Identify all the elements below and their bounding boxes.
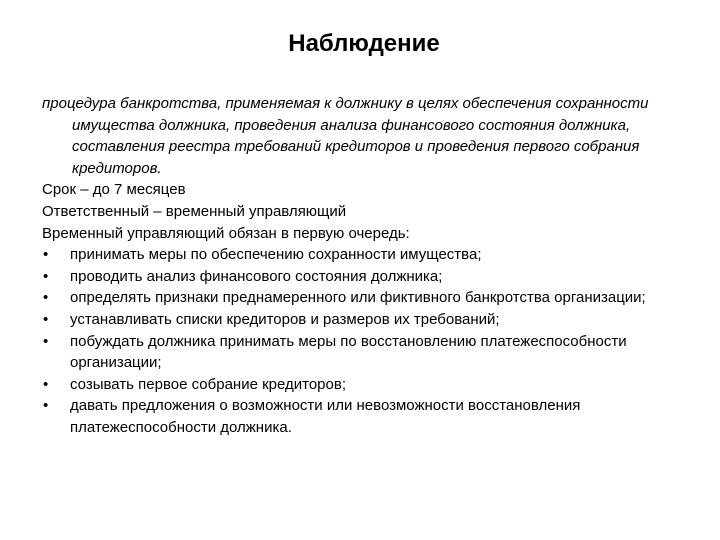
list-item-text: устанавливать списки кредиторов и размеров их требований; bbox=[70, 310, 500, 328]
list-item bbox=[42, 287, 682, 309]
slide-body bbox=[42, 93, 682, 439]
bullet-icon: • bbox=[43, 332, 49, 350]
bullet-icon: • bbox=[43, 375, 49, 393]
list-item-text: проводить анализ финансового состояния должника; bbox=[70, 267, 443, 285]
list-item-text: давать предложения о возможности или невозможности восстановления платежеспособности должника. bbox=[70, 397, 581, 436]
list-item bbox=[42, 244, 682, 266]
list-item-text: определять признаки преднамеренного или фиктивного банкротства организации; bbox=[70, 289, 646, 307]
bullet-icon: • bbox=[43, 246, 49, 264]
bullet-icon: • bbox=[43, 310, 49, 328]
list-item-text: побуждать должника принимать меры по восстановлению платежеспособности организации; bbox=[70, 332, 627, 372]
list-item-text: принимать меры по обеспечению сохранности имущества; bbox=[70, 246, 482, 264]
slide-title: Наблюдение bbox=[288, 30, 440, 57]
list-item bbox=[42, 374, 682, 396]
list-item bbox=[42, 331, 682, 374]
list-item bbox=[42, 395, 682, 438]
bullet-icon: • bbox=[43, 397, 49, 415]
definition-text: процедура банкротства, применяемая к должнику в целях обеспечения сохранности имущества должника, проведения анализа финансового состояния должника, составления реестра требований кредиторов и проведения первого собрания кредиторов. bbox=[42, 95, 649, 177]
responsible-line: Ответственный – временный управляющий bbox=[42, 202, 347, 220]
list-item bbox=[42, 309, 682, 331]
duties-list bbox=[42, 244, 682, 438]
list-item bbox=[42, 266, 682, 288]
bullet-icon: • bbox=[43, 267, 49, 285]
duties-intro: Временный управляющий обязан в первую очередь: bbox=[42, 224, 410, 242]
term-line: Срок – до 7 месяцев bbox=[42, 181, 186, 199]
list-item-text: созывать первое собрание кредиторов; bbox=[70, 375, 346, 393]
bullet-icon: • bbox=[43, 289, 49, 307]
